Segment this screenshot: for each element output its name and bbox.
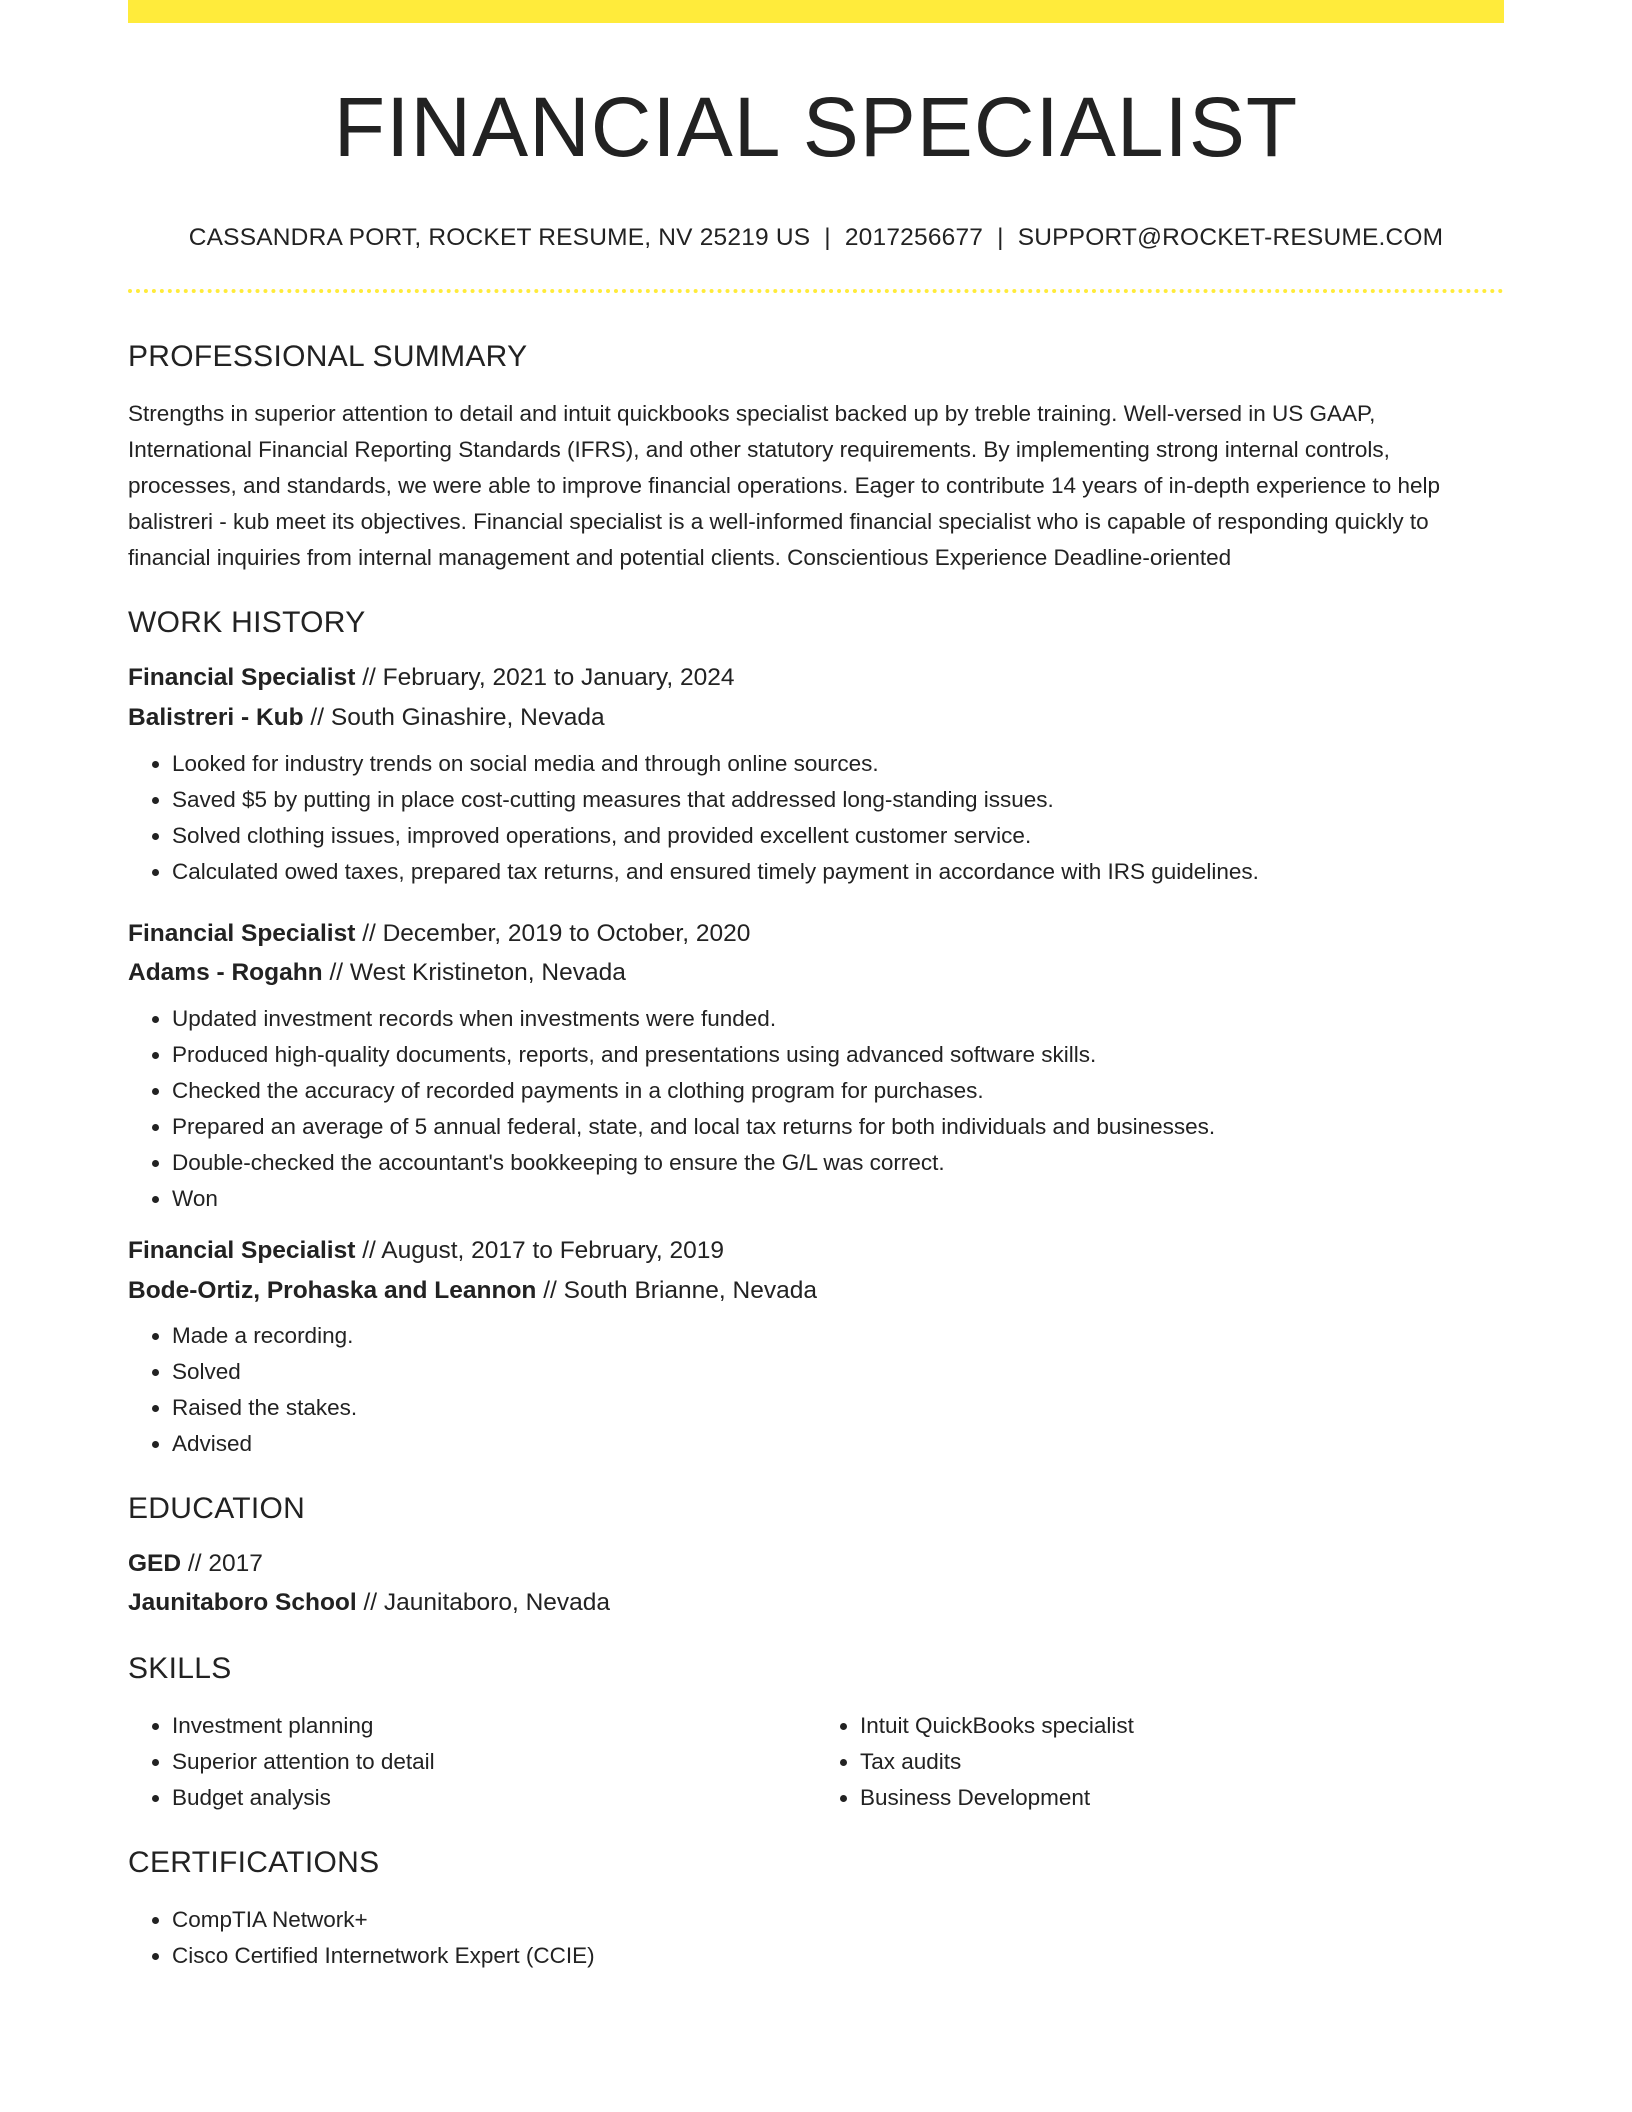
job-bullet: • Won bbox=[172, 1181, 1504, 1217]
skills-left-list bbox=[128, 1708, 816, 1816]
contact-separator: | bbox=[997, 224, 1004, 251]
job-bullet: • Advised bbox=[172, 1426, 1504, 1462]
job-title: Financial Specialist bbox=[128, 664, 356, 691]
job-company-line bbox=[128, 958, 1504, 986]
resume-content bbox=[128, 0, 1504, 1974]
contact-phone: 2017256677 bbox=[844, 224, 984, 251]
job-bullet: • Double-checked the accountant's bookkeeping to ensure the G/L was correct. bbox=[172, 1145, 1504, 1181]
job-bullet: • Made a recording. bbox=[172, 1318, 1504, 1354]
job-dates: // February, 2021 to January, 2024 bbox=[355, 664, 735, 691]
job-title: Financial Specialist bbox=[128, 1237, 356, 1264]
job-location: // West Kristineton, Nevada bbox=[322, 958, 626, 986]
skill-item: • Tax audits bbox=[860, 1744, 1504, 1780]
job-title-line bbox=[128, 922, 1504, 947]
job-title-line bbox=[128, 1239, 1504, 1264]
certifications-heading: CERTIFICATIONS bbox=[128, 1846, 380, 1879]
job-bullet: • Solved clothing issues, improved operations, and provided excellent customer service. bbox=[172, 818, 1504, 854]
job-dates: // December, 2019 to October, 2020 bbox=[355, 920, 751, 947]
contact-line bbox=[128, 224, 1504, 252]
job-company: Bode-Ortiz, Prohaska and Leannon bbox=[128, 1276, 537, 1304]
job-bullet: • Solved bbox=[172, 1354, 1504, 1390]
contact-separator: | bbox=[824, 224, 831, 251]
dotted-divider bbox=[128, 289, 1504, 293]
certification-item: • CompTIA Network+ bbox=[172, 1902, 1504, 1938]
job-bullets bbox=[128, 746, 1504, 890]
accent-top-bar bbox=[128, 0, 1504, 23]
job-location: // South Brianne, Nevada bbox=[536, 1276, 817, 1304]
job-company: Balistreri - Kub bbox=[128, 703, 304, 731]
job-bullet: • Looked for industry trends on social media and through online sources. bbox=[172, 746, 1504, 782]
job-bullet: • Checked the accuracy of recorded payments in a clothing program for purchases. bbox=[172, 1073, 1504, 1109]
education-year: // 2017 bbox=[181, 1550, 263, 1577]
job-bullet: • Raised the stakes. bbox=[172, 1390, 1504, 1426]
resume-name-title: FINANCIAL SPECIALIST bbox=[333, 80, 1299, 174]
certification-item: • Cisco Certified Internetwork Expert (CCIE) bbox=[172, 1938, 1504, 1974]
job-entry bbox=[128, 922, 1504, 1217]
skill-item: • Business Development bbox=[860, 1780, 1504, 1816]
summary-heading: PROFESSIONAL SUMMARY bbox=[128, 340, 528, 373]
education-degree: GED bbox=[128, 1550, 182, 1577]
skills-heading: SKILLS bbox=[128, 1652, 232, 1685]
education-location: // Jaunitaboro, Nevada bbox=[356, 1588, 611, 1616]
job-bullet: • Produced high-quality documents, reports, and presentations using advanced software skills. bbox=[172, 1037, 1504, 1073]
job-company: Adams - Rogahn bbox=[128, 958, 323, 986]
job-title-line bbox=[128, 666, 1504, 691]
certifications-list bbox=[128, 1902, 1504, 1974]
education-school-line bbox=[128, 1588, 1504, 1616]
skill-item: • Superior attention to detail bbox=[172, 1744, 816, 1780]
summary-text: Strengths in superior attention to detail and intuit quickbooks specialist backed up by treble training. Well-versed in US GAAP, International Financial Reporting Standards (IFRS), and other statutory requirements. By implementing strong internal controls, processes, and standards, we were able to improve financial operations. Eager to contribute 14 years of in-depth experience to help balistreri - kub meet its objectives. Financial specialist is a well-informed financial specialist who is capable of responding quickly to financial inquiries from internal management and potential clients. Conscientious Experience Deadline-oriented bbox=[128, 401, 1441, 570]
skills-right-list bbox=[816, 1708, 1504, 1816]
education-school: Jaunitaboro School bbox=[128, 1588, 357, 1616]
education-degree-line bbox=[128, 1552, 1504, 1577]
job-entry bbox=[128, 666, 1504, 890]
education-heading: EDUCATION bbox=[128, 1492, 306, 1525]
job-bullet: • Calculated owed taxes, prepared tax returns, and ensured timely payment in accordance with IRS guidelines. bbox=[172, 854, 1504, 890]
job-company-line bbox=[128, 1276, 1504, 1304]
job-bullets bbox=[128, 1001, 1504, 1217]
skill-item: • Investment planning bbox=[172, 1708, 816, 1744]
job-bullet: • Saved $5 by putting in place cost-cutting measures that addressed long-standing issues. bbox=[172, 782, 1504, 818]
work-history-heading: WORK HISTORY bbox=[128, 606, 366, 639]
job-location: // South Ginashire, Nevada bbox=[303, 703, 605, 731]
contact-address: CASSANDRA PORT, ROCKET RESUME, NV 25219 US bbox=[188, 224, 811, 251]
job-entry bbox=[128, 1239, 1504, 1462]
job-bullet: • Prepared an average of 5 annual federal, state, and local tax returns for both individuals and businesses. bbox=[172, 1109, 1504, 1145]
job-bullets bbox=[128, 1318, 1504, 1462]
skill-item: • Intuit QuickBooks specialist bbox=[860, 1708, 1504, 1744]
contact-email: SUPPORT@ROCKET-RESUME.COM bbox=[1017, 224, 1444, 251]
skill-item: • Budget analysis bbox=[172, 1780, 816, 1816]
job-dates: // August, 2017 to February, 2019 bbox=[355, 1237, 725, 1264]
job-title: Financial Specialist bbox=[128, 920, 356, 947]
job-company-line bbox=[128, 703, 1504, 731]
skills-columns bbox=[128, 1708, 1504, 1816]
job-bullet: • Updated investment records when investments were funded. bbox=[172, 1001, 1504, 1037]
